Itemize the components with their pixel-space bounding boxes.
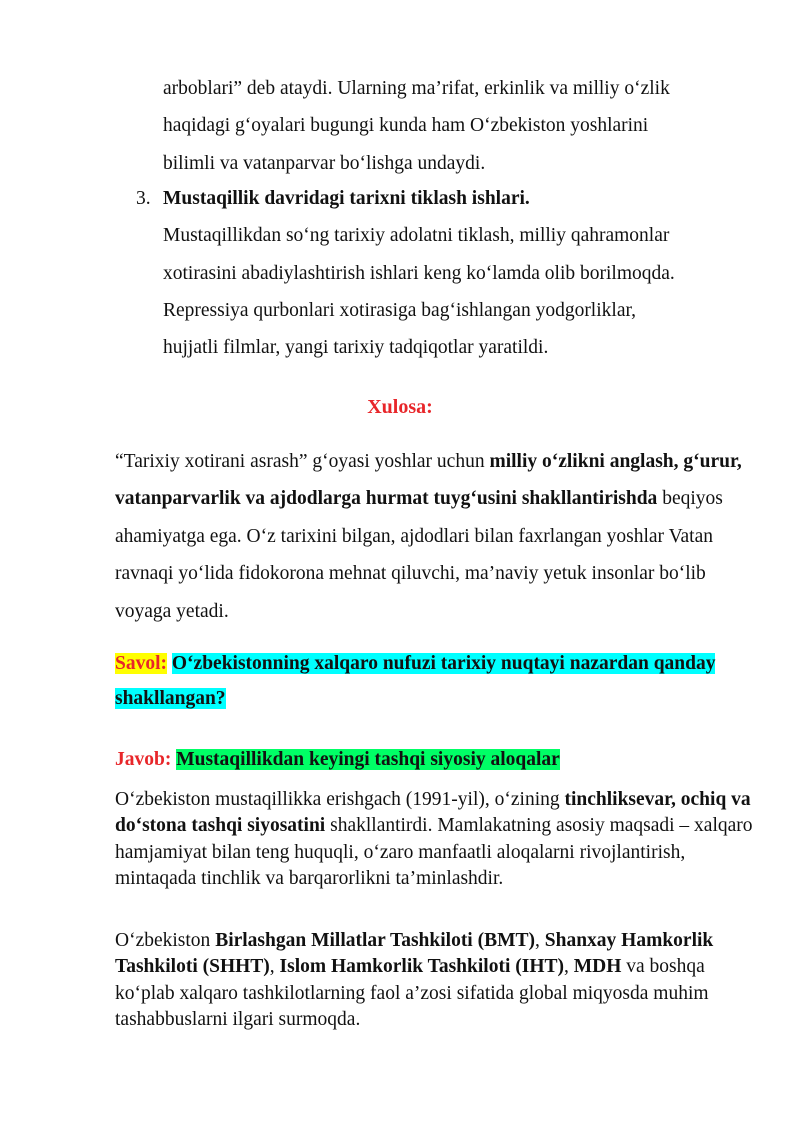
organizations-paragraph [115,928,755,1034]
conclusion-bold-text: milliy o‘zlikni anglash, g‘urur, vatanparvarlik va ajdodlarga hurmat tuyg‘usini shakllantirishda [115,451,742,510]
list-number: 3. [136,188,151,209]
answer-text: Mustaqillikdan keyingi tashqi siyosiy aloqalar [176,749,560,770]
conclusion-paragraph [115,443,755,630]
continuation-line: haqidagi g‘oyalari bugungi kunda ham O‘zbekiston yoshlarini [163,115,649,137]
paragraph-text: O‘zbekiston [115,930,216,951]
list-item-heading: Mustaqillik davridagi tarixni tiklash ishlari. [163,188,530,209]
separator: , [564,956,574,978]
list-item-line: hujjatli filmlar, yangi tarixiy tadqiqotlar yaratildi. [163,337,549,359]
org-name-shht: Shanxay Hamkorlik Tashkiloti (SHHT) [115,930,714,978]
conclusion-text: “Tarixiy xotirani asrash” g‘oyasi yoshlar uchun [115,451,490,472]
list-item-line: Repressiya qurbonlari xotirasiga bag‘ishlangan yodgorliklar, [163,299,637,321]
conclusion-heading: Xulosa: [367,396,433,418]
answer-label: Javob: [115,749,172,770]
continuation-paragraph [163,70,763,182]
paragraph-bold-text: tinchliksevar, ochiq va do‘stona tashqi siyosatini [115,789,751,837]
foreign-policy-paragraph [115,787,755,893]
paragraph-text-end: va boshqa ko‘plab xalqaro tashkilotlarning faol a’zosi sifatida global miqyosda muhim tashabbuslarni ilgari surmoqda. [115,956,709,1031]
org-name-iht: Islom Hamkorlik Tashkiloti (IHT) [279,956,564,978]
paragraph-text-end: shakllantirdi. Mamlakatning asosiy maqsadi – xalqaro hamjamiyat bilan teng huquqli, o‘zaro manfaatli aloqalarni rivojlantirish, mintaqada tinchlik va barqarorlikni ta’minlashdir. [115,815,753,890]
question-text: O‘zbekistonning xalqaro nufuzi tarixiy nuqtayi nazardan qanday shakllangan? [115,653,716,709]
conclusion-text-end: beqiyos ahamiyatga ega. O‘z tarixini bilgan, ajdodlari bilan faxrlangan yoshlar Vatan ravnaqi yo‘lida fidokorona mehnat qiluvchi, ma’naviy yetuk insonlar bo‘lib voyaga yetadi. [115,488,723,622]
list-item-3 [136,180,763,366]
org-name-bmt: Birlashgan Millatlar Tashkiloti (BMT) [215,930,536,951]
continuation-line: arboblari” deb ataydi. Ularning ma’rifat, erkinlik va milliy o‘zlik [163,78,670,99]
question-block [115,646,755,716]
separator: , [269,956,280,978]
answer-block [115,742,755,777]
continuation-line: bilimli va vatanparvar bo‘lishga undaydi. [163,152,486,174]
org-name-mdh: MDH [573,956,622,978]
list-item-line: Mustaqillikdan so‘ng tarixiy adolatni tiklash, milliy qahramonlar [163,225,670,247]
separator: , [535,930,545,951]
list-item-line: xotirasini abadiylashtirish ishlari keng ko‘lamda olib borilmoqda. [163,262,675,284]
question-label: Savol: [115,653,168,674]
paragraph-text: O‘zbekiston mustaqillikka erishgach (1991-yil), o‘zining [115,789,565,810]
